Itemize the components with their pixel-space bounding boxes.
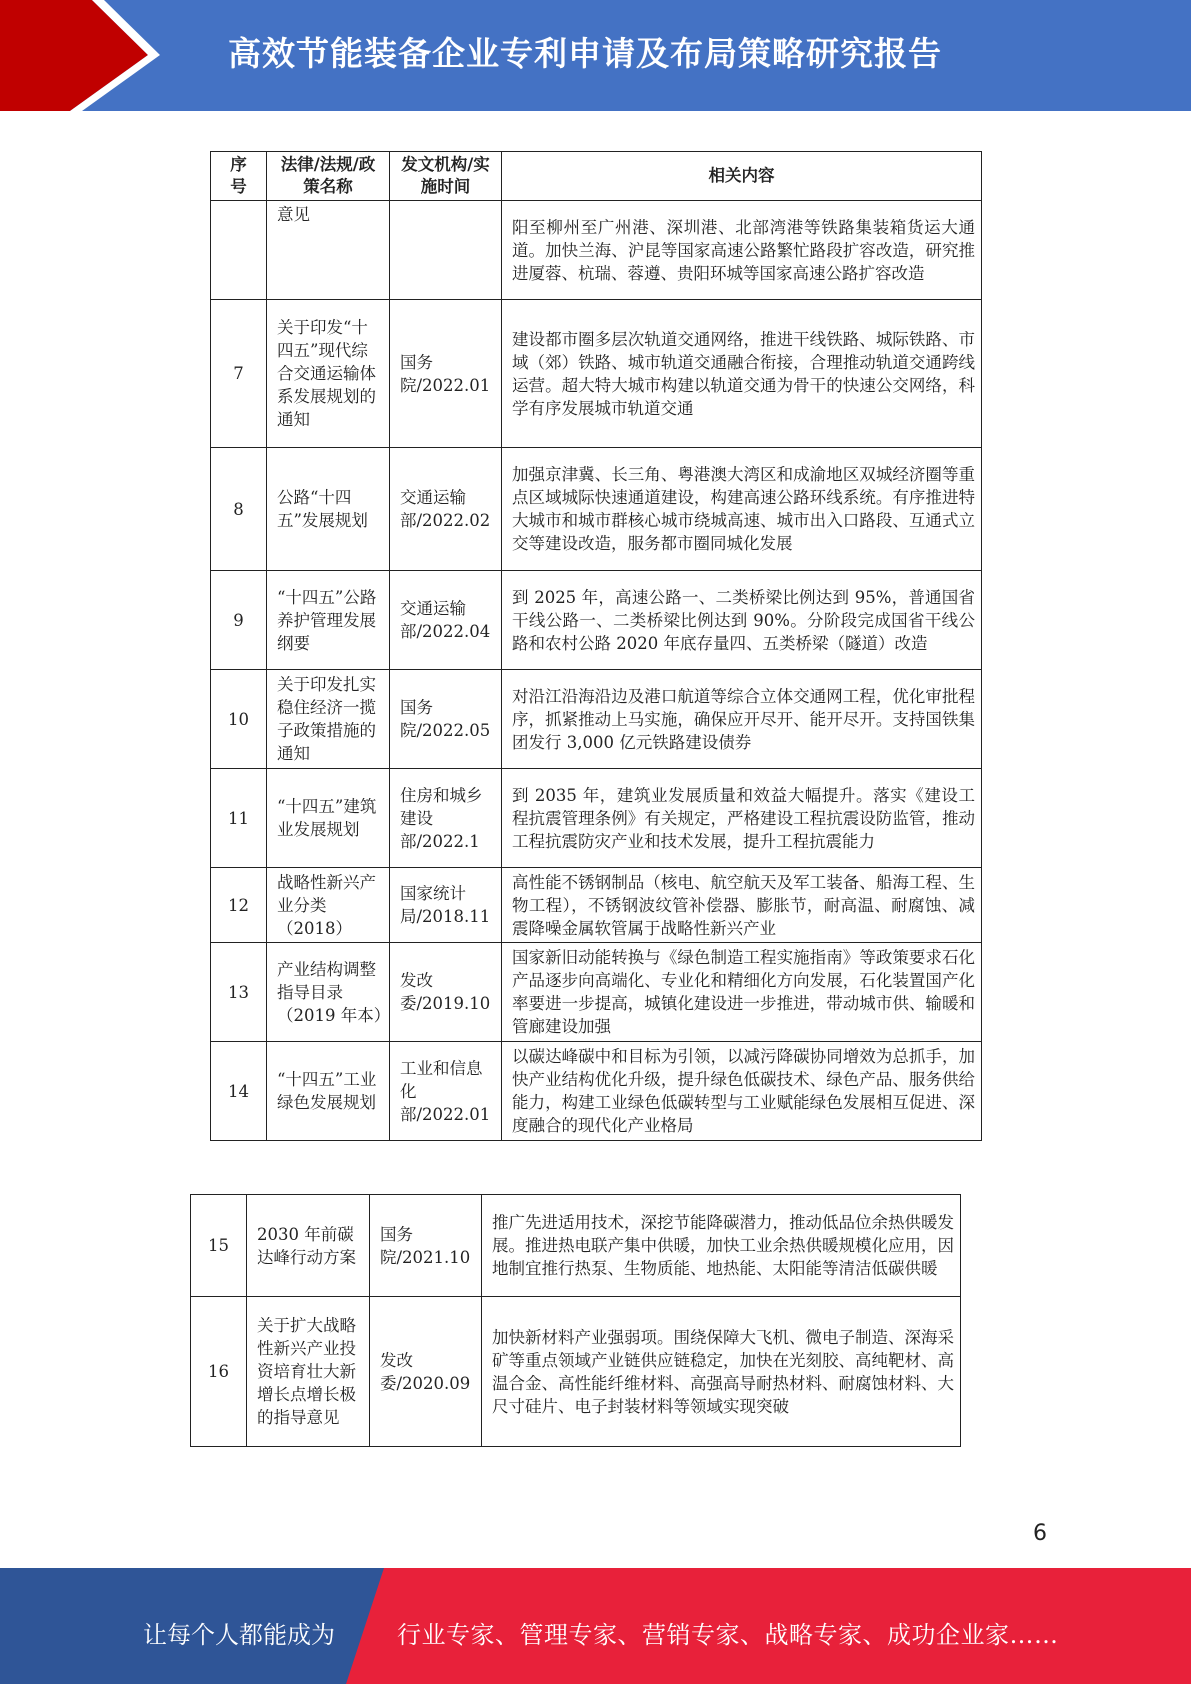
row-name: 意见 bbox=[267, 201, 390, 300]
row-num: 16 bbox=[191, 1297, 247, 1447]
row-num: 15 bbox=[191, 1195, 247, 1297]
row-num: 14 bbox=[211, 1042, 267, 1141]
row-name: “十四五”公路养护管理发展纲要 bbox=[267, 571, 390, 670]
row-name: 关于印发“十四五”现代综合交通运输体系发展规划的通知 bbox=[267, 300, 390, 448]
header-num: 序号 bbox=[211, 152, 267, 201]
row-org: 发改委/2019.10 bbox=[390, 943, 502, 1042]
row-num: 12 bbox=[211, 868, 267, 943]
table-row bbox=[211, 868, 982, 943]
report-title: 高效节能装备企业专利申请及布局策略研究报告 bbox=[228, 34, 942, 73]
table-row bbox=[211, 670, 982, 769]
row-name: 产业结构调整指导目录（2019 年本） bbox=[267, 943, 390, 1042]
table-row bbox=[211, 769, 982, 868]
row-org: 国家统计局/2018.11 bbox=[390, 868, 502, 943]
row-content: 到 2035 年，建筑业发展质量和效益大幅提升。落实《建设工程抗震管理条例》有关规定，严格建设工程抗震设防监管，推动工程抗震防灾产业和技术发展，提升工程抗震能力 bbox=[502, 769, 982, 868]
row-num: 7 bbox=[211, 300, 267, 448]
header-content: 相关内容 bbox=[502, 152, 982, 201]
row-org: 交通运输部/2022.02 bbox=[390, 448, 502, 571]
row-name: “十四五”建筑业发展规划 bbox=[267, 769, 390, 868]
table-row bbox=[211, 201, 982, 300]
row-org: 国务院/2022.01 bbox=[390, 300, 502, 448]
row-content: 加快新材料产业强弱项。围绕保障大飞机、微电子制造、深海采矿等重点领域产业链供应链稳定，加快在光刻胶、高纯靶材、高温合金、高性能纤维材料、高强高导耐热材料、耐腐蚀材料、大尺寸硅片、电子封装材料等领域实现突破 bbox=[482, 1297, 961, 1447]
row-name: 关于印发扎实稳住经济一揽子政策措施的通知 bbox=[267, 670, 390, 769]
row-org: 发改委/2020.09 bbox=[370, 1297, 482, 1447]
table-row bbox=[211, 1042, 982, 1141]
row-num: 10 bbox=[211, 670, 267, 769]
row-content: 建设都市圈多层次轨道交通网络，推进干线铁路、城际铁路、市域（郊）铁路、城市轨道交通融合衔接，合理推动轨道交通跨线运营。超大特大城市构建以轨道交通为骨干的快速公交网络，科学有序发展城市轨道交通 bbox=[502, 300, 982, 448]
row-org: 住房和城乡建设部/2022.1 bbox=[390, 769, 502, 868]
row-name: 战略性新兴产业分类（2018） bbox=[267, 868, 390, 943]
row-org: 国务院/2021.10 bbox=[370, 1195, 482, 1297]
header-name: 法律/法规/政策名称 bbox=[267, 152, 390, 201]
row-content: 阳至柳州至广州港、深圳港、北部湾港等铁路集装箱货运大通道。加快兰海、沪昆等国家高速公路繁忙路段扩容改造，研究推进厦蓉、杭瑞、蓉遵、贵阳环城等国家高速公路扩容改造 bbox=[502, 201, 982, 300]
row-content: 到 2025 年，高速公路一、二类桥梁比例达到 95%，普通国省干线公路一、二类桥梁比例达到 90%。分阶段完成国省干线公路和农村公路 2020 年底存量四、五类桥梁（隧道）改造 bbox=[502, 571, 982, 670]
footer-slogan-left: 让每个人都能成为 bbox=[143, 1621, 335, 1649]
policy-table-2 bbox=[190, 1194, 961, 1447]
row-name: 关于扩大战略性新兴产业投资培育壮大新增长点增长极的指导意见 bbox=[247, 1297, 370, 1447]
row-org: 国务院/2022.05 bbox=[390, 670, 502, 769]
policy-table-1 bbox=[210, 151, 982, 1141]
row-content: 高性能不锈钢制品（核电、航空航天及军工装备、船海工程、生物工程），不锈钢波纹管补偿器、膨胀节，耐高温、耐腐蚀、减震降噪金属软管属于战略性新兴产业 bbox=[502, 868, 982, 943]
table-row bbox=[191, 1195, 961, 1297]
row-name: 2030 年前碳达峰行动方案 bbox=[247, 1195, 370, 1297]
table-row bbox=[211, 571, 982, 670]
row-org: 工业和信息化部/2022.01 bbox=[390, 1042, 502, 1141]
row-num: 11 bbox=[211, 769, 267, 868]
row-org: 交通运输部/2022.04 bbox=[390, 571, 502, 670]
footer-slogan-right: 行业专家、管理专家、营销专家、战略专家、成功企业家…… bbox=[397, 1621, 1059, 1649]
table-row bbox=[211, 448, 982, 571]
row-content: 国家新旧动能转换与《绿色制造工程实施指南》等政策要求石化产品逐步向高端化、专业化和精细化方向发展，石化装置国产化率要进一步提高，城镇化建设进一步推进，带动城市供、输暖和管廊建设加强 bbox=[502, 943, 982, 1042]
row-name: 公路“十四五”发展规划 bbox=[267, 448, 390, 571]
row-num: 9 bbox=[211, 571, 267, 670]
page-number: 6 bbox=[1033, 1521, 1047, 1546]
row-name: “十四五”工业绿色发展规划 bbox=[267, 1042, 390, 1141]
table-row bbox=[191, 1297, 961, 1447]
table-row bbox=[211, 943, 982, 1042]
row-content: 对沿江沿海沿边及港口航道等综合立体交通网工程，优化审批程序，抓紧推动上马实施，确保应开尽开、能开尽开。支持国铁集团发行 3,000 亿元铁路建设债券 bbox=[502, 670, 982, 769]
row-content: 以碳达峰碳中和目标为引领，以减污降碳协同增效为总抓手，加快产业结构优化升级，提升绿色低碳技术、绿色产品、服务供给能力，构建工业绿色低碳转型与工业赋能绿色发展相互促进、深度融合的现代化产业格局 bbox=[502, 1042, 982, 1141]
row-num: 13 bbox=[211, 943, 267, 1042]
row-org bbox=[390, 201, 502, 300]
row-num bbox=[211, 201, 267, 300]
header-org: 发文机构/实施时间 bbox=[390, 152, 502, 201]
page-header bbox=[0, 0, 1191, 111]
table-row bbox=[211, 300, 982, 448]
table-header-row bbox=[211, 152, 982, 201]
row-content: 加强京津冀、长三角、粤港澳大湾区和成渝地区双城经济圈等重点区域城际快速通道建设，构建高速公路环线系统。有序推进特大城市和城市群核心城市绕城高速、城市出入口路段、互通式立交等建设改造，服务都市圈同城化发展 bbox=[502, 448, 982, 571]
row-num: 8 bbox=[211, 448, 267, 571]
row-content: 推广先进适用技术，深挖节能降碳潜力，推动低品位余热供暖发展。推进热电联产集中供暖，加快工业余热供暖规模化应用，因地制宜推行热泵、生物质能、地热能、太阳能等清洁低碳供暖 bbox=[482, 1195, 961, 1297]
